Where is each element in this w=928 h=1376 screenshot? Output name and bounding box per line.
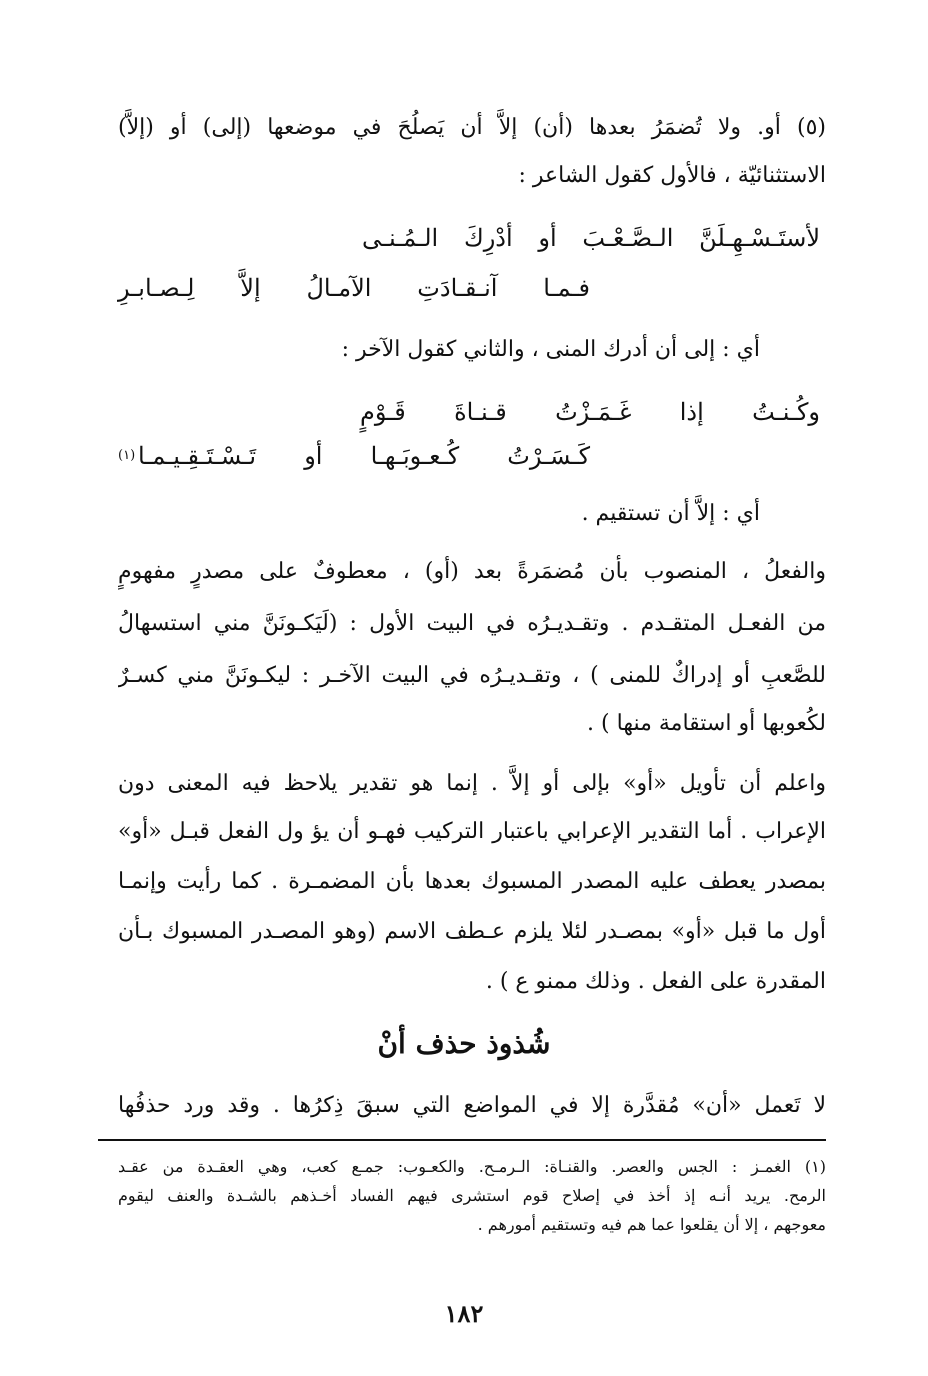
body-line: (٥) أو. ولا تُضمَرُ بعدها (أن) إلاَّ أن يَصلُحَ في موضعها (إلى) أو (إلاَّ) — [118, 115, 826, 140]
page-number: ١٨٢ — [444, 1299, 484, 1328]
verse-line: وكُـنـتُ إذا غَـمَـزْتُ قـنـاةَ قَـوْمٍ — [360, 398, 820, 426]
footnote-line: الرمح. يريد أنـه إذ أخذ في إصلاح قوم استشرى فيهم الفساد أخـذهم بالشـدة والعنف ليقوم — [118, 1186, 826, 1205]
body-line: والفعلُ ، المنصوب بأن مُضمَرةً بعد (أو) ، معطوفٌ على مصدرٍ مفهومٍ — [118, 559, 826, 584]
footnote-line: معوجهم ، إلا أن يقلعوا عما هم فيه وتستقيم أمورهم . — [477, 1215, 826, 1234]
explanation-line: أي : إلى أن أدرك المنى ، والثاني كقول الآخر : — [341, 337, 760, 362]
verse-line: فـمـا آنـقـادَتِ الآمـالُ إلاَّ لِـصـابـرِ — [118, 274, 590, 302]
body-line: الإعراب . أما التقدير الإعرابي باعتبار التركيب فهـو أن يؤ ول الفعل قبـل «أو» — [118, 819, 826, 844]
body-line: بمصدر يعطف عليه المصدر المسبوك بعدها بأن المضمـرة . كما رأيت وإنمـا — [118, 869, 826, 894]
body-line: المقدرة على الفعل . وذلك ممنو ع ) . — [485, 969, 826, 994]
explanation-line: أي : إلاَّ أن تستقيم . — [581, 501, 760, 526]
book-page: (٥) أو. ولا تُضمَرُ بعدها (أن) إلاَّ أن يَصلُحَ في موضعها (إلى) أو (إلاَّ) الاستثنائيّة ، فالأول كقول الشاعر : لأستَـسْـهِـلَنَّ الـصَّـعْـبَ أو أدْرِكَ الـمُـنـى فـمـا آنـقـادَتِ الآمـالُ إلاَّ لِـصـابـرِ أي : إلى أن أدرك المنى ، والثاني كقول الآخر : وكُـنـتُ إذا غَـمَـزْتُ قـنـاةَ قَـوْمٍ كَـسَـرْتُ كُـعـوبَـهـا أو تَـسْـتَـقِـيـمـا (١) أي : إلاَّ أن تستقيم . والفعلُ ، المنصوب بأن مُضمَرةً بعد (أو) ، معطوفٌ على مصدرٍ مفهومٍ من الفعـل المتقـدم . وتقـديـرُه في البيت الأول : (لَيَكـونَنَّ مني استسهالُ للصَّعبِ أو إدراكٌ للمنى ) ، وتقـديـرُه في البيت الآخـر : ليكـونَنَّ مني كسـرٌ لكُعوبها أو استقامة منها ) . واعلم أن تأويل «أو» بإلى أو إلاَّ . إنما هو تقدير يلاحظ فيه المعنى دون الإعراب . أما التقدير الإعرابي باعتبار التركيب فهـو أن يؤ ول الفعل قبـل «أو» بمصدر يعطف عليه المصدر المسبوك بعدها بأن المضمـرة . كما رأيت وإنمـا أول ما قبل «أو» بمصـدر لئلا يلزم عـطف الاسم (وهو المصـدر المسبوك بـأن المقدرة على الفعل . وذلك ممنو ع ) . شُذوذ حذف أنْ لا تَعمل «أن» مُقدَّرة إلا في المواضع التي سبقَ ذِكرُها . وقد ورد حذفُها (١) الغمـز : الجس والعصر. والقنـاة: الـرمـح. والكعـوب: جمـع كعب، وهي العقـدة من عقـد الرمح. يريد أنـه إذ أخذ في إصلاح قوم استشرى فيهم الفساد أخـذهم بالشـدة والعنف ليقوم معوجهم ، إلا أن يقلعوا عما هم فيه وتستقيم أمورهم . ١٨٢ — [0, 0, 928, 1376]
footnote-separator — [98, 1139, 826, 1141]
footnote-line: (١) الغمـز : الجس والعصر. والقنـاة: الـرمـح. والكعـوب: جمـع كعب، وهي العقـدة من عقـد — [118, 1157, 826, 1176]
body-line: من الفعـل المتقـدم . وتقـديـرُه في البيت الأول : (لَيَكـونَنَّ مني استسهالُ — [118, 611, 826, 636]
body-line: للصَّعبِ أو إدراكٌ للمنى ) ، وتقـديـرُه في البيت الآخـر : ليكـونَنَّ مني كسـرٌ — [118, 663, 826, 688]
body-line: الاستثنائيّة ، فالأول كقول الشاعر : — [518, 163, 826, 188]
body-line: لكُعوبها أو استقامة منها ) . — [587, 711, 826, 736]
body-line: لا تَعمل «أن» مُقدَّرة إلا في المواضع التي سبقَ ذِكرُها . وقد ورد حذفُها — [118, 1093, 826, 1118]
body-line: واعلم أن تأويل «أو» بإلى أو إلاَّ . إنما هو تقدير يلاحظ فيه المعنى دون — [118, 771, 826, 796]
verse-line: كَـسَـرْتُ كُـعـوبَـهـا أو تَـسْـتَـقِـيـمـا — [138, 442, 590, 470]
section-heading: شُذوذ حذف أنْ — [377, 1027, 551, 1060]
verse-line: لأستَـسْـهِـلَنَّ الـصَّـعْـبَ أو أدْرِكَ الـمُـنـى — [362, 224, 820, 252]
body-line: أول ما قبل «أو» بمصـدر لئلا يلزم عـطف الاسم (وهو المصـدر المسبوك بـأن — [118, 919, 826, 944]
